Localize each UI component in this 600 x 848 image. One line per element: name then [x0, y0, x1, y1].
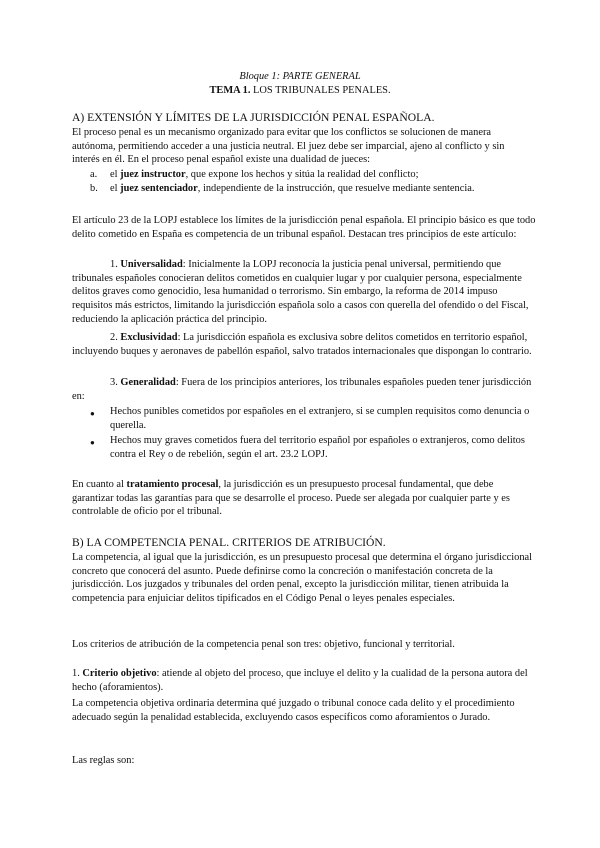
bullet-text: Hechos punibles cometidos por españoles en el extranjero, si se cumplen requisitos como denuncia o querella. — [110, 406, 530, 431]
principle-universalidad: 1. Universalidad: Inicialmente la LOPJ reconocía la justicia penal universal, permitiendo que tribunales españoles conocieran delitos cometidos en cualquier lugar y por cualquier persona, especialmente delitos graves como genocidio, lesa humanidad o terrorismo. Sin embargo, la reforma de 2014 impuso requisitos más estrictos, limitando la jurisdicción española solo a casos con querella del ofendido o del Fiscal, reduciendo la aplicación práctica del principio. — [72, 259, 529, 325]
section-b-intro: La competencia, al igual que la jurisdicción, es un presupuesto procesal que determina el órgano jurisdiccional concreto que conocerá del asunto. Puede definirse como la concreción o manifestación concreta de la jurisdicción. Los juzgados y tribunales del orden penal, excepto la jurisdicción militar, tienen atribuida la competencia para enjuiciar delitos tipificados en el Código Penal o leyes penales especiales. — [72, 552, 533, 605]
tratamiento-procesal-paragraph: En cuanto al tratamiento procesal, la jurisdicción es un presupuesto procesal fundamental, que debe garantizar todas las garantías para que se desarrolle el proceso. Puede ser alegada por cualquier parte y es controlable de oficio por el tribunal. — [72, 479, 510, 518]
block-title: Bloque 1: PARTE GENERAL — [239, 71, 361, 82]
list-marker: a. — [90, 169, 98, 180]
bullet-icon: ● — [90, 409, 95, 418]
criterios-paragraph: Los criterios de atribución de la competencia penal son tres: objetivo, funcional y territorial. — [72, 639, 455, 650]
reglas-paragraph: Las reglas son: — [72, 755, 135, 766]
competencia-ordinaria-paragraph: La competencia objetiva ordinaria determina qué juzgado o tribunal conoce cada delito y el procedimiento adecuado según la penalidad establecida, excluyendo casos específicos como aforamientos o Jurado. — [72, 698, 515, 723]
tema-name: LOS TRIBUNALES PENALES. — [250, 85, 391, 96]
criterio-objetivo-paragraph: 1. Criterio objetivo: atiende al objeto del proceso, que incluye el delito y la cualidad de la persona autora del hecho (aforamientos). — [72, 668, 528, 693]
principle-exclusividad: 2. Exclusividad: La jurisdicción española es exclusiva sobre delitos cometidos en territorio español, incluyendo buques y aeronaves de pabellón español, salvo tratados internacionales que dispongan lo contrario. — [72, 332, 532, 357]
art23-paragraph: El artículo 23 de la LOPJ establece los límites de la jurisdicción penal española. El principio básico es que todo delito cometido en España es competencia de un tribunal español. Destacan tres principios de este artículo: — [72, 215, 536, 240]
section-b-heading: B) LA COMPETENCIA PENAL. CRITERIOS DE ATRIBUCIÓN. — [72, 536, 386, 549]
tema-number: TEMA 1. — [209, 85, 251, 96]
list-text: el juez instructor, que expone los hechos y sitúa la realidad del conflicto; — [110, 169, 419, 180]
tema-title — [0, 84, 600, 98]
list-marker: b. — [90, 183, 98, 194]
principle-generalidad: 3. Generalidad: Fuera de los principios anteriores, los tribunales españoles pueden tener jurisdicción en: — [72, 377, 532, 402]
bullet-icon: ● — [90, 438, 95, 447]
section-a-heading: A) EXTENSIÓN Y LÍMITES DE LA JURISDICCIÓN PENAL ESPAÑOLA. — [72, 111, 435, 124]
section-a-intro: El proceso penal es un mecanismo organizado para evitar que los conflictos se solucionen de manera autónoma, permitiendo acceder a una justicia neutral. El juez debe ser imparcial, ajeno al conflicto y sin interés en él. En el proceso penal español existe una dualidad de jueces: — [72, 127, 505, 166]
bullet-text: Hechos muy graves cometidos fuera del territorio español por españoles o extranjeros, como delitos contra el Rey o de rebelión, según el art. 23.2 LOPJ. — [110, 435, 525, 460]
list-text: el juez sentenciador, independiente de la instrucción, que resuelve mediante sentencia. — [110, 183, 475, 194]
